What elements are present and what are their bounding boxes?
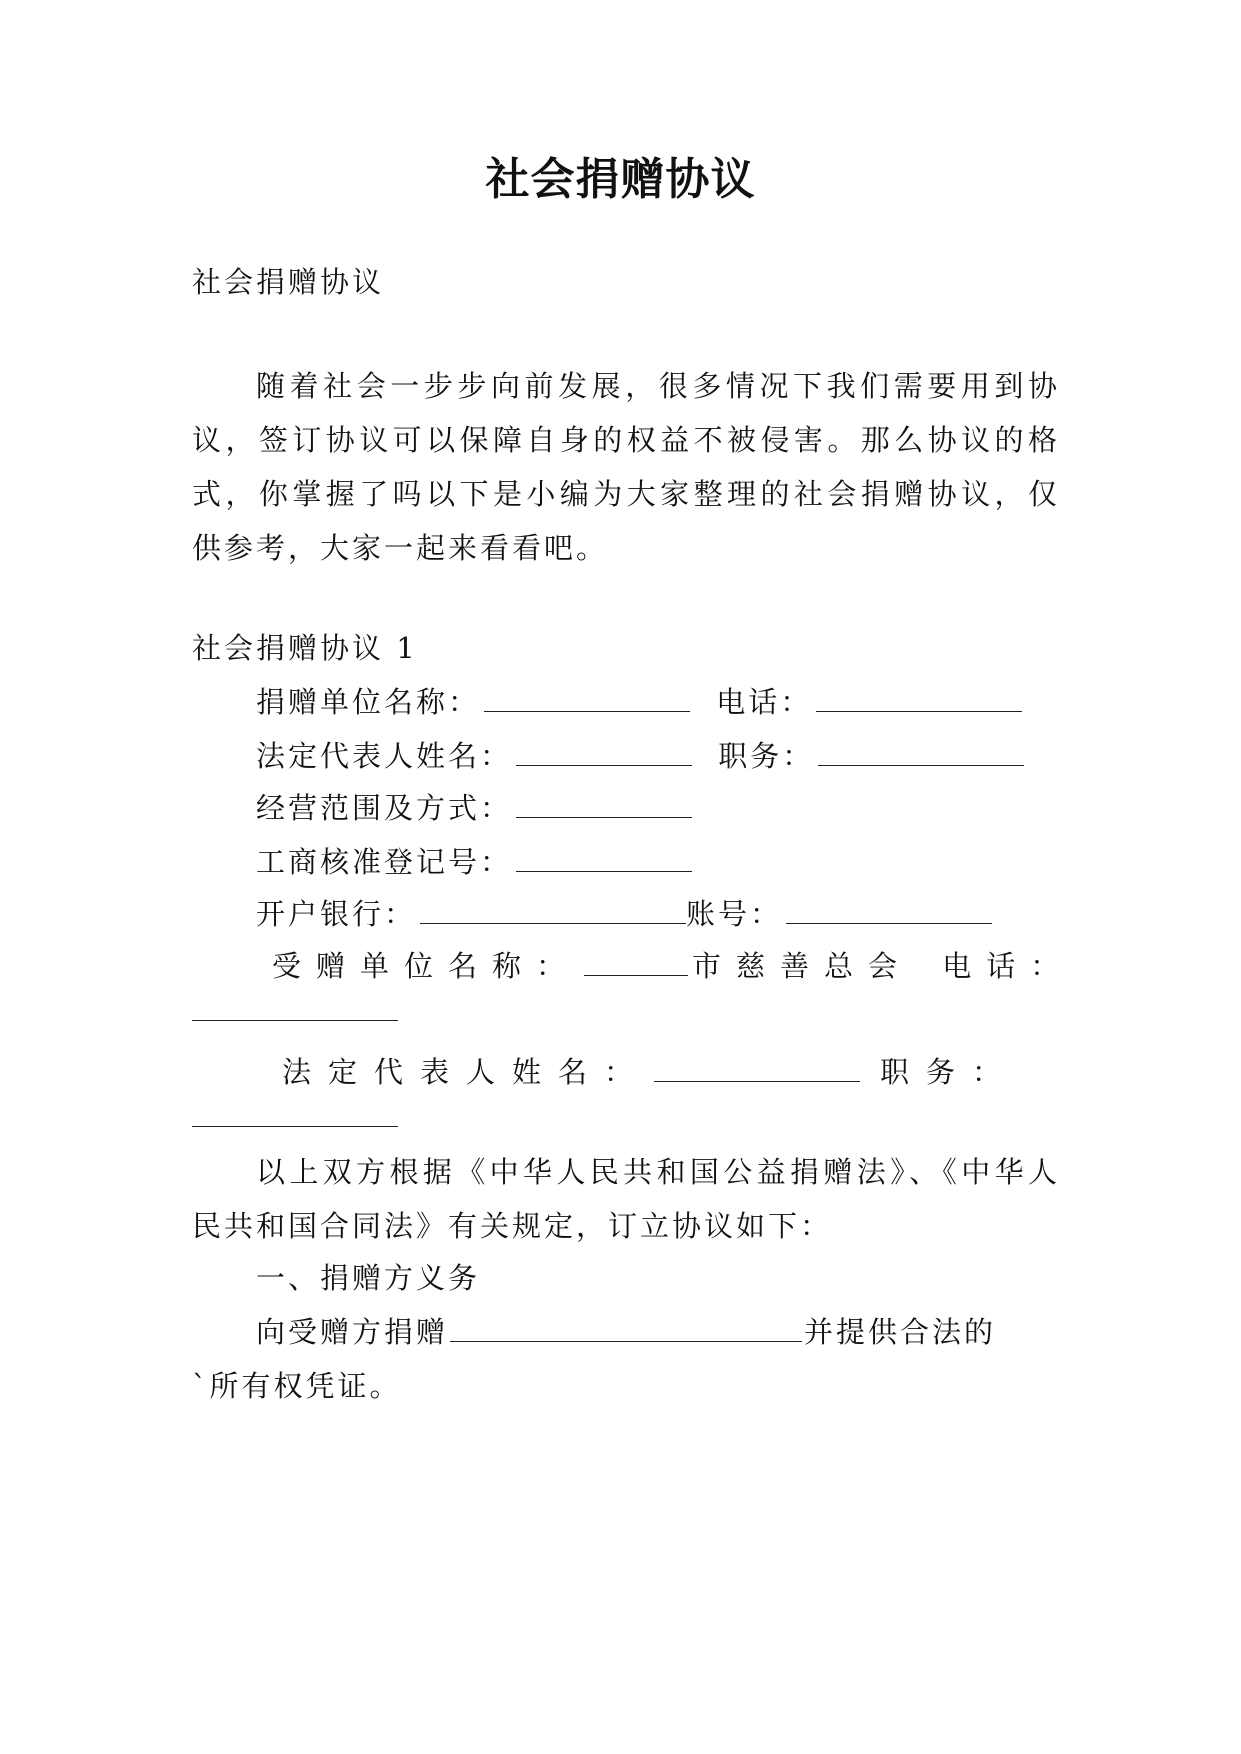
position-field[interactable]: [818, 737, 1024, 766]
reg-no-row: [256, 842, 1057, 882]
scope-row: [256, 788, 1057, 828]
bank-label: 开户银行：: [256, 897, 417, 931]
recipient-name-field[interactable]: [584, 947, 688, 976]
position-label: 职务：: [718, 739, 815, 773]
legal-rep-row: [256, 736, 1057, 776]
bank-field[interactable]: [420, 895, 686, 924]
recipient-rep-label: 法定代表人姓名：: [282, 1055, 651, 1089]
donor-name-label: 捐赠单位名称：: [256, 685, 481, 719]
donation-item-field[interactable]: [450, 1313, 802, 1342]
recipient-rep-field[interactable]: [654, 1053, 860, 1082]
reg-no-label: 工商核准登记号：: [256, 845, 513, 879]
account-label: 账号：: [686, 897, 783, 931]
document-title: 社会捐赠协议: [485, 154, 756, 205]
legal-rep-field[interactable]: [516, 737, 692, 766]
bank-row: [256, 894, 1057, 934]
scope-label: 经营范围及方式：: [256, 791, 513, 825]
intro-line-2: 议，签订协议可以保障自身的权益不被侵害。那么协议的格: [192, 423, 1057, 457]
donor-name-row: [256, 682, 1057, 722]
basis-line-2: 民共和国合同法》有关规定，订立协议如下：: [192, 1209, 833, 1243]
phone-label: 电话：: [716, 685, 813, 719]
recipient-position-label: 职务：: [880, 1055, 1019, 1089]
intro-line-3: 式，你掌握了吗以下是小编为大家整理的社会捐赠协议，仅: [192, 477, 1057, 511]
recipient-name-label: 受赠单位名称：: [272, 949, 581, 983]
recipient-phone-label: 电话：: [942, 949, 1075, 983]
phone-field[interactable]: [816, 683, 1022, 712]
recipient-phone-field[interactable]: [192, 1020, 398, 1021]
clause1-text-suffix: 并提供合法的: [804, 1315, 997, 1349]
clause1-line-1: [256, 1312, 1057, 1352]
recipient-position-field[interactable]: [192, 1126, 398, 1127]
clause1-text-prefix: 向受赠方捐赠: [256, 1315, 449, 1349]
donor-name-field[interactable]: [484, 683, 690, 712]
account-field[interactable]: [786, 895, 992, 924]
recipient-rep-row: [282, 1052, 1057, 1092]
intro-line-1: 随着社会一步步向前发展，很多情况下我们需要用到协: [256, 369, 1057, 403]
reg-no-field[interactable]: [516, 843, 692, 872]
recipient-row: [272, 946, 1075, 986]
subtitle: 社会捐赠协议: [192, 265, 385, 299]
scope-field[interactable]: [516, 789, 692, 818]
intro-line-4: 供参考，大家一起来看看吧。: [192, 531, 609, 565]
basis-line-1: 以上双方根据《中华人民共和国公益捐赠法》、《中华人: [256, 1155, 1057, 1189]
section-heading: 社会捐赠协议 1: [192, 631, 418, 665]
clause1-line-2: `所有权凭证。: [192, 1369, 402, 1403]
recipient-name-value: 市慈善总会: [692, 949, 913, 983]
legal-rep-label: 法定代表人姓名：: [256, 739, 513, 773]
clause1-heading: 一、捐赠方义务: [256, 1261, 481, 1295]
